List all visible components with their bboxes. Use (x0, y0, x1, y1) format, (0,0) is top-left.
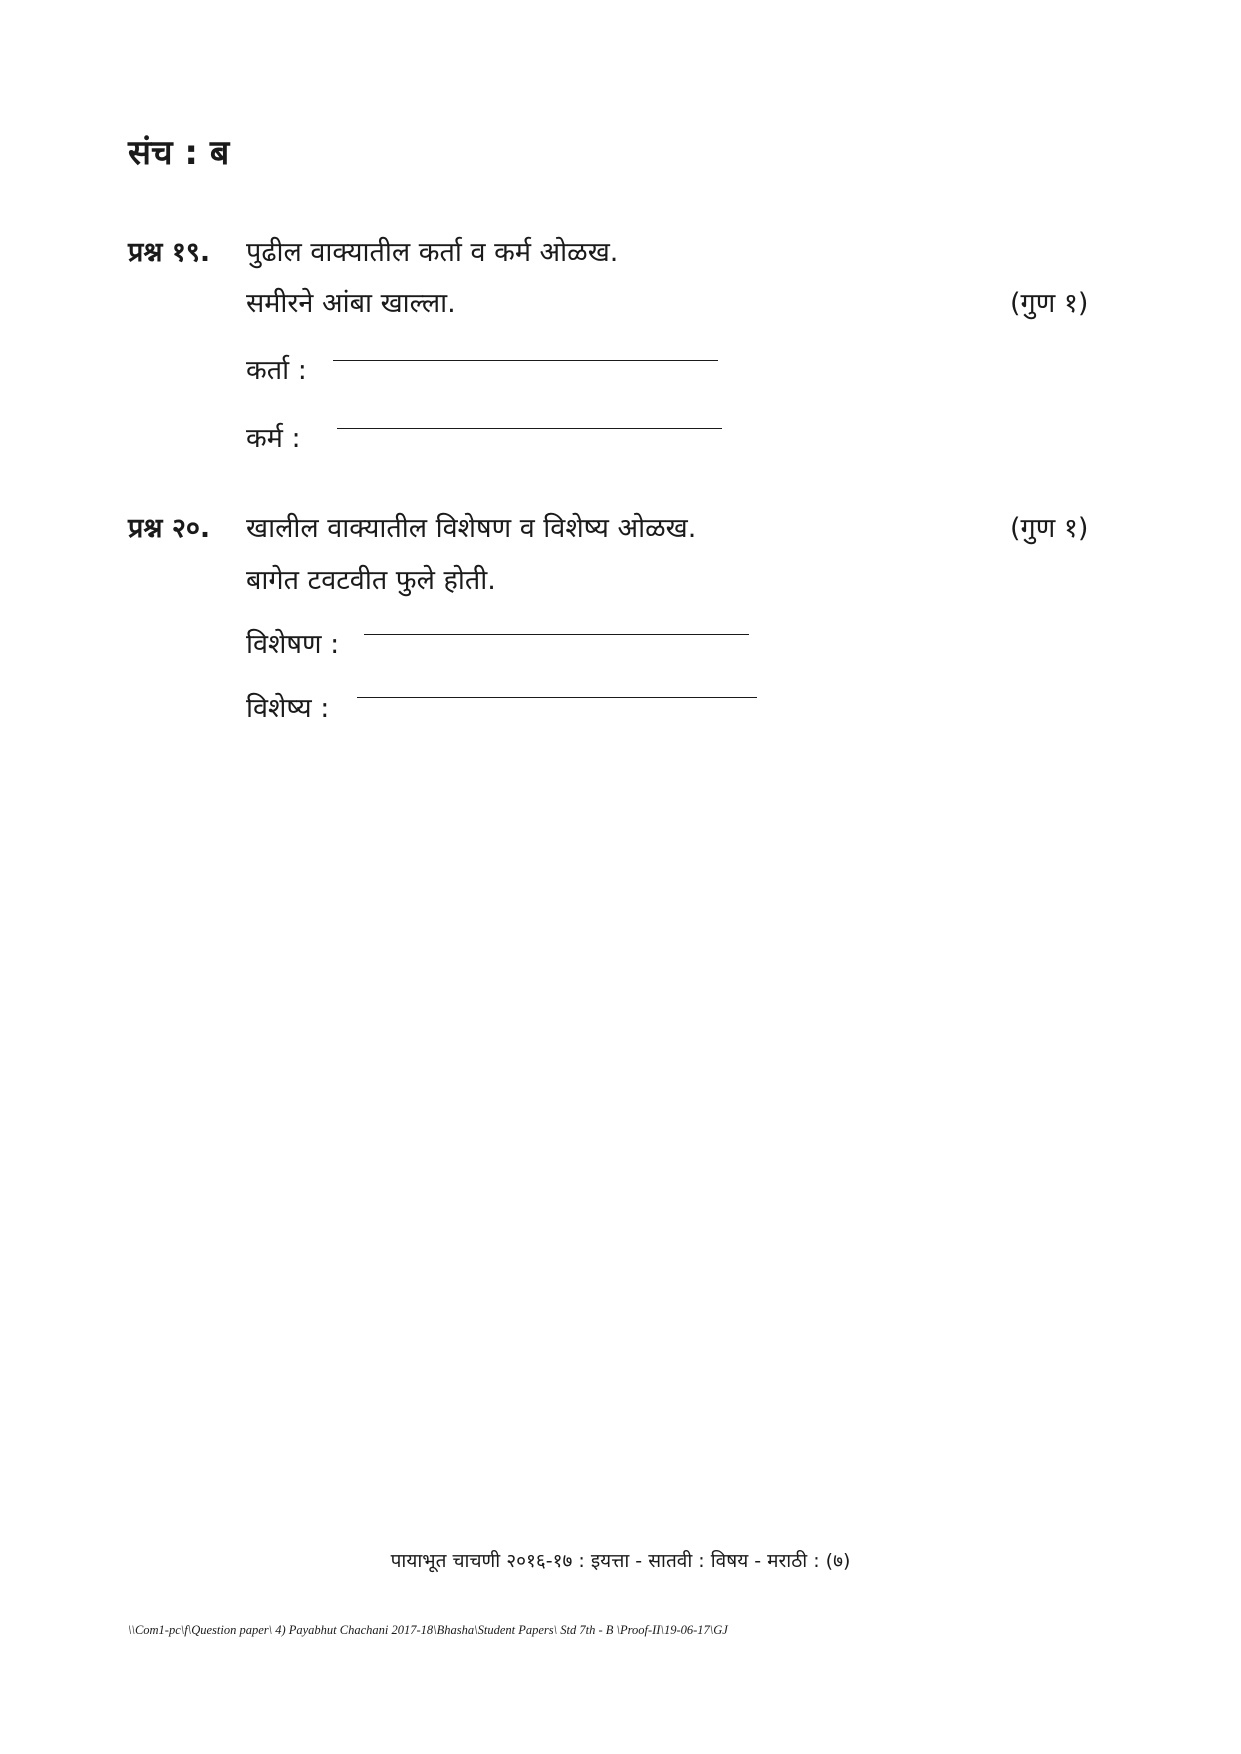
answer-label-visheshan: विशेषण : (246, 629, 340, 660)
question-instruction: पुढील वाक्यातील कर्ता व कर्म ओळख. (246, 237, 619, 268)
answer-line-karta[interactable] (333, 360, 718, 361)
answer-line-visheshan[interactable] (364, 634, 749, 635)
file-path: \\Com1-pc\f\Question paper\ 4) Payabhut Chachani 2017-18\Bhasha\Student Papers\ Std 7th - B \Proof-II\19-06-17\GJ (128, 1623, 728, 1637)
marks-label: (गुण १) (1010, 513, 1089, 544)
marks-label: (गुण १) (1010, 288, 1089, 319)
question-sentence: बागेत टवटवीत फुले होती. (246, 565, 496, 596)
answer-line-karma[interactable] (337, 428, 722, 429)
set-title: संच : ब (128, 133, 230, 173)
question-number: प्रश्न १९. (128, 237, 211, 268)
question-sentence: समीरने आंबा खाल्ला. (246, 288, 456, 319)
page-footer: पायाभूत चाचणी २०१६-१७ : इयत्ता - सातवी : विषय - मराठी : (७) (390, 1550, 851, 1572)
answer-line-visheshya[interactable] (357, 697, 757, 698)
question-instruction: खालील वाक्यातील विशेषण व विशेष्य ओळख. (246, 513, 697, 544)
answer-label-karma: कर्म : (246, 423, 301, 454)
question-number: प्रश्न २०. (128, 513, 211, 544)
answer-label-karta: कर्ता : (246, 355, 307, 386)
answer-label-visheshya: विशेष्य : (246, 693, 330, 724)
